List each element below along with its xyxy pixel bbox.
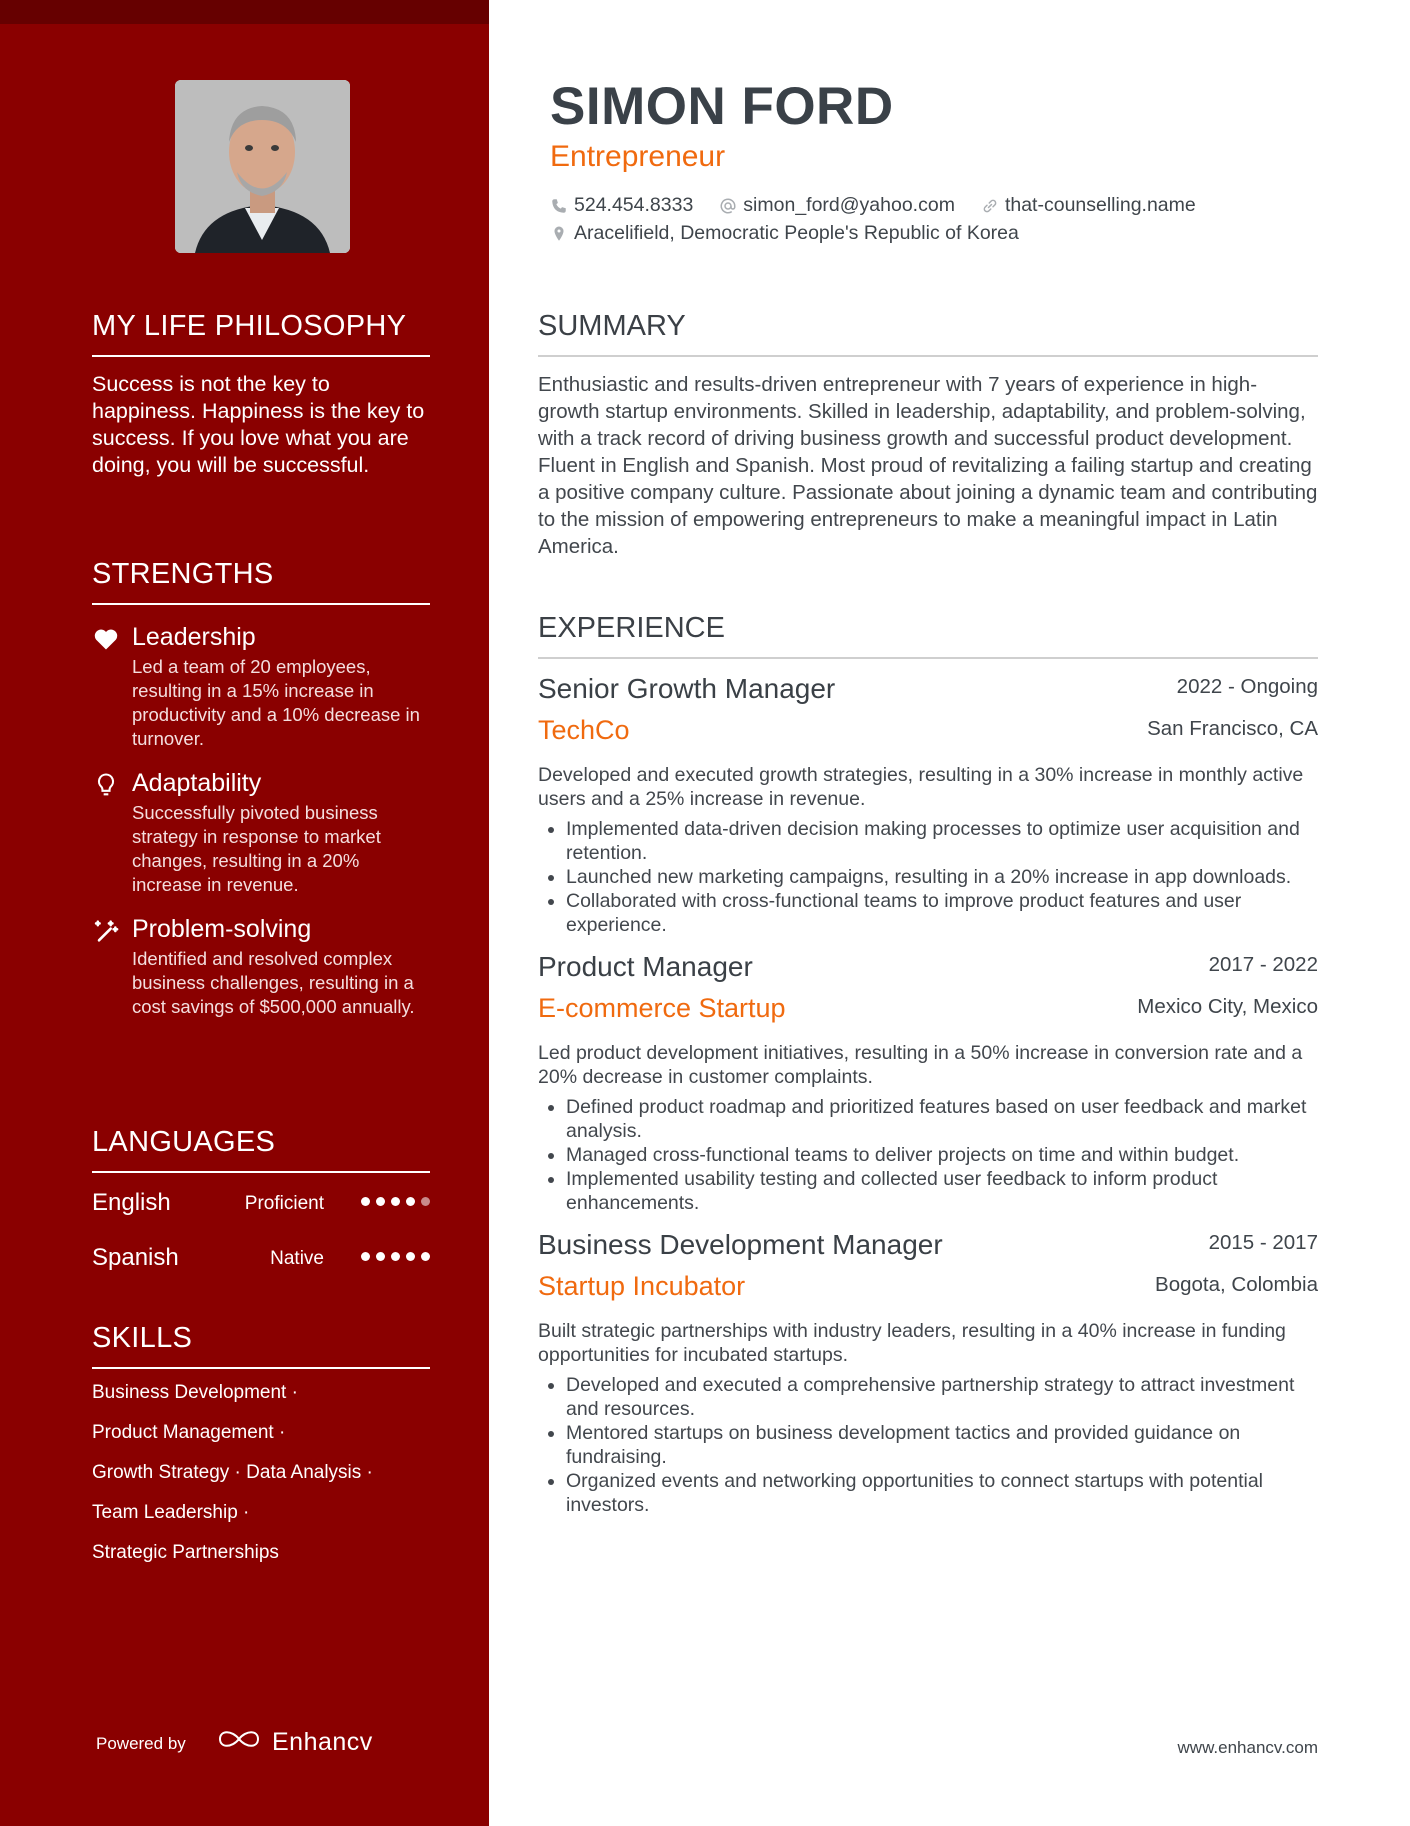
contact-website[interactable] [981, 194, 1196, 217]
sidebar [0, 0, 489, 1826]
at-icon [719, 197, 737, 215]
language-item [92, 1228, 430, 1283]
email-text: simon_ford@yahoo.com [743, 194, 955, 216]
skill-line: Growth Strategy · Data Analysis · [92, 1462, 373, 1483]
location-text: Aracelifield, Democratic People's Republic of Korea [574, 222, 1019, 244]
contact-email[interactable] [719, 194, 955, 217]
job-company: Startup Incubator [538, 1271, 746, 1301]
contact-row [550, 194, 1196, 217]
job-company: TechCo [538, 715, 630, 745]
job-bullet: • Developed and executed a comprehensive partnership strategy to attract investment and resources. [566, 1373, 1318, 1421]
strength-desc: Led a team of 20 employees, resulting in a 15% increase in productivity and a 10% decrease in turnover. [132, 656, 420, 749]
footer-url[interactable]: www.enhancv.com [1177, 1738, 1318, 1757]
enhancv-logo[interactable] [216, 1724, 373, 1760]
philosophy-text: Success is not the key to happiness. Happiness is the key to success. If you love what you are doing, you will be successful. [92, 372, 425, 477]
strength-desc: Successfully pivoted business strategy in response to market changes, resulting in a 20% increase in revenue. [132, 802, 381, 895]
job-location: Bogota, Colombia [1155, 1273, 1318, 1296]
contact-location [550, 222, 1019, 245]
strength-title: Problem-solving [132, 915, 312, 943]
enhancv-logo-icon [216, 1726, 262, 1759]
magic-wand-icon [92, 917, 120, 945]
rating-dot-filled [361, 1197, 370, 1206]
job-bullet: • Defined product roadmap and prioritized features based on user feedback and market analysis. [566, 1095, 1318, 1143]
strengths-heading: STRENGTHS [92, 558, 430, 605]
job-description: Built strategic partnerships with industry leaders, resulting in a 40% increase in funding opportunities for incubated startups. [538, 1320, 1286, 1366]
language-name: English [92, 1189, 171, 1216]
rating-dot-filled [376, 1197, 385, 1206]
powered-by-label: Powered by [96, 1734, 186, 1753]
strength-item [92, 913, 430, 1019]
job-bullet: • Managed cross-functional teams to deliver projects on time and within budget. [566, 1143, 1318, 1167]
rating-dot-filled [406, 1252, 415, 1261]
enhancv-logo-text: Enhancv [272, 1727, 373, 1756]
strengths-section [92, 558, 430, 1019]
rating-dot-filled [406, 1197, 415, 1206]
skill-line: Strategic Partnerships [92, 1542, 279, 1563]
skill-line: Product Management · [92, 1422, 286, 1443]
sidebar-top-bar [0, 0, 489, 24]
skill-line: Team Leadership · [92, 1502, 250, 1523]
job-entry [538, 673, 1318, 937]
job-location: Mexico City, Mexico [1137, 995, 1318, 1018]
rating-dot-filled [421, 1252, 430, 1261]
skills-heading: SKILLS [92, 1322, 430, 1369]
summary-section [538, 310, 1318, 560]
strength-title: Adaptability [132, 769, 262, 797]
language-item [92, 1173, 430, 1228]
job-company: E-commerce Startup [538, 993, 786, 1023]
job-bullet: • Organized events and networking opportunities to connect startups with potential investors. [566, 1469, 1318, 1517]
phone-icon [550, 197, 568, 215]
job-bullets [538, 1095, 1318, 1215]
strength-desc: Identified and resolved complex business challenges, resulting in a cost savings of $500,000 annually. [132, 948, 415, 1017]
rating-dot-filled [361, 1252, 370, 1261]
job-bullet: • Collaborated with cross-functional teams to improve product features and user experience. [566, 889, 1318, 937]
rating-dot-filled [391, 1197, 400, 1206]
language-rating [361, 1197, 430, 1206]
job-bullets [538, 817, 1318, 937]
job-title: Business Development Manager [538, 1229, 943, 1260]
job-dates: 2017 - 2022 [1208, 953, 1318, 976]
website-text: that-counselling.name [1004, 194, 1196, 216]
job-description: Led product development initiatives, resulting in a 50% increase in conversion rate and a 20% decrease in customer complaints. [538, 1042, 1303, 1088]
philosophy-heading: MY LIFE PHILOSOPHY [92, 310, 430, 357]
skills-section [92, 1322, 430, 1573]
lightbulb-icon [92, 771, 120, 799]
profile-photo [175, 80, 350, 253]
experience-section [538, 612, 1318, 1517]
job-entry [538, 1229, 1318, 1517]
rating-dot-filled [391, 1252, 400, 1261]
location-row [550, 222, 1019, 245]
languages-heading: LANGUAGES [92, 1126, 430, 1173]
heart-icon [92, 625, 120, 653]
link-icon [981, 197, 999, 215]
language-rating [361, 1252, 430, 1261]
philosophy-section [92, 310, 430, 479]
strength-title: Leadership [132, 623, 256, 651]
language-level: Native [270, 1248, 324, 1269]
job-title: Senior Growth Manager [538, 673, 836, 704]
contact-phone[interactable] [550, 194, 693, 217]
strength-item [92, 767, 430, 897]
language-level: Proficient [244, 1193, 324, 1214]
job-location: San Francisco, CA [1147, 717, 1318, 740]
job-bullets [538, 1373, 1318, 1517]
job-entry [538, 951, 1318, 1215]
skills-list [92, 1373, 430, 1573]
job-bullet: • Launched new marketing campaigns, resulting in a 20% increase in app downloads. [566, 865, 1318, 889]
job-bullet: • Implemented data-driven decision making processes to optimize user acquisition and retention. [566, 817, 1318, 865]
job-dates: 2022 - Ongoing [1176, 675, 1318, 698]
summary-text: Enthusiastic and results-driven entrepreneur with 7 years of experience in high-growth startup environments. Skilled in leadership, adaptability, and problem-solving, with a track record of driving business growth and successful product development. Fluent in English and Spanish. Most proud of revitalizing a failing startup and creating a positive company culture. Passionate about joining a dynamic team and contributing to the mission of empowering entrepreneurs to make a meaningful impact in Latin America. [538, 373, 1318, 558]
experience-heading: EXPERIENCE [538, 612, 1318, 659]
rating-dot-filled [376, 1252, 385, 1261]
languages-section [92, 1126, 430, 1283]
candidate-title: Entrepreneur [550, 140, 726, 173]
language-name: Spanish [92, 1244, 179, 1271]
strength-item [92, 621, 430, 751]
job-bullet: • Implemented usability testing and collected user feedback to inform product enhancements. [566, 1167, 1318, 1215]
candidate-name: SIMON FORD [550, 77, 894, 136]
rating-dot-empty [421, 1197, 430, 1206]
skill-line: Business Development · [92, 1382, 298, 1403]
job-bullet: • Mentored startups on business development tactics and provided guidance on fundraising. [566, 1421, 1318, 1469]
phone-text: 524.454.8333 [574, 194, 694, 216]
location-pin-icon [550, 225, 568, 243]
summary-heading: SUMMARY [538, 310, 1318, 357]
job-dates: 2015 - 2017 [1208, 1231, 1318, 1254]
job-description: Developed and executed growth strategies, resulting in a 30% increase in monthly active users and a 25% increase in revenue. [538, 764, 1304, 810]
job-title: Product Manager [538, 951, 753, 982]
